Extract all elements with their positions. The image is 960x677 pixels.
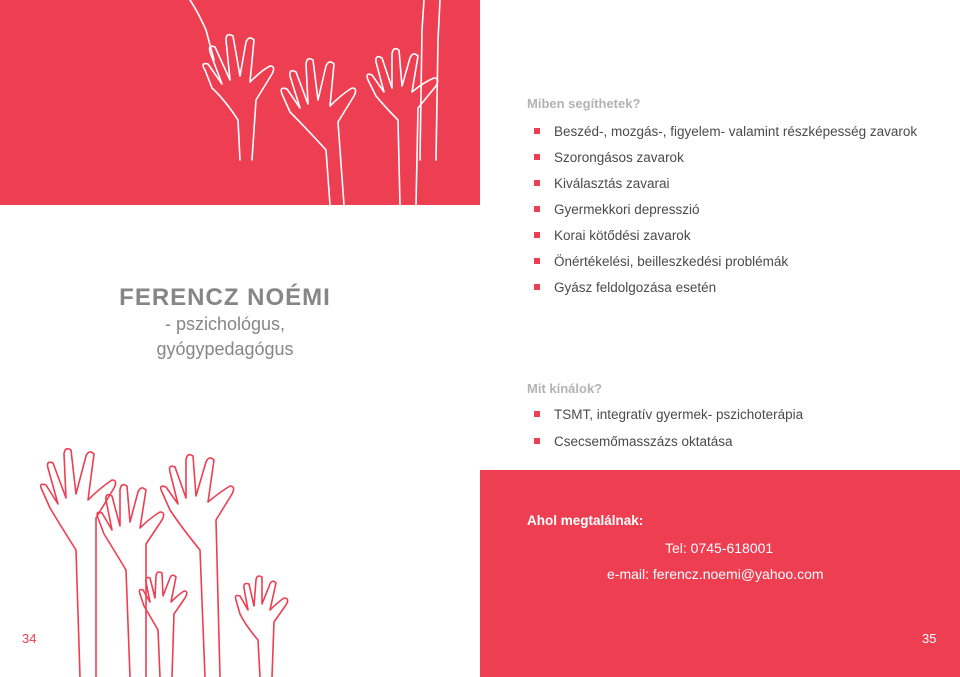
page-number-right: 35 (922, 631, 937, 646)
contact-title: Ahol megtalálnak: (527, 513, 644, 528)
bullet-icon (534, 128, 540, 134)
bullet-icon (534, 438, 540, 444)
list-item-text: Csecsemőmasszázs oktatása (554, 434, 733, 449)
hand-outline (161, 455, 234, 677)
list-item-text: Beszéd-, mozgás-, figyelem- valamint részképesség zavarok (554, 124, 918, 139)
bullet-icon (534, 284, 540, 290)
list-item-text: TSMT, integratív gyermek- pszichoterápia (554, 407, 804, 422)
list-item-text: Gyász feldolgozása esetén (554, 280, 717, 295)
hand-outline (203, 35, 274, 160)
raised-hands-illustration-bottom (0, 400, 480, 677)
hand-outline (367, 49, 438, 205)
hand-outline (236, 576, 288, 677)
list-item-text: Korai kötődési zavarok (554, 228, 691, 243)
person-role-line2: gyógypedagógus (156, 339, 294, 359)
bullet-icon (534, 232, 540, 238)
offer-section-title: Mit kínálok? (527, 381, 603, 396)
hand-outline (41, 449, 116, 677)
list-item (534, 176, 934, 191)
list-item (534, 228, 934, 243)
person-name: FERENCZ NOÉMI (119, 284, 331, 311)
bullet-icon (534, 206, 540, 212)
list-item-text: Szorongásos zavarok (554, 150, 684, 165)
raised-hands-illustration-top (0, 0, 480, 205)
list-item (534, 202, 934, 217)
person-role-line1: - pszichológus, (164, 314, 286, 334)
name-block (100, 284, 350, 362)
help-section-title: Miben segíthetek? (527, 96, 641, 111)
offer-list (534, 407, 934, 449)
help-list (534, 124, 934, 295)
hand-outline (281, 59, 355, 205)
list-item-text: Önértékelési, beilleszkedési problémák (554, 254, 789, 269)
contact-email[interactable]: e-mail: ferencz.noemi@yahoo.com (607, 566, 824, 582)
list-item (534, 150, 934, 165)
list-item-text: Kiválasztás zavarai (554, 176, 670, 191)
bullet-icon (534, 154, 540, 160)
list-item (534, 254, 934, 269)
page-number-left: 34 (22, 631, 37, 646)
list-item (534, 280, 934, 295)
list-item (534, 124, 934, 139)
hand-outline (97, 485, 164, 677)
list-item (534, 434, 934, 449)
bullet-icon (534, 180, 540, 186)
contact-phone: Tel: 0745-618001 (665, 540, 774, 556)
list-item (534, 407, 934, 422)
bullet-icon (534, 258, 540, 264)
bullet-icon (534, 411, 540, 417)
list-item-text: Gyermekkori depresszió (554, 202, 700, 217)
